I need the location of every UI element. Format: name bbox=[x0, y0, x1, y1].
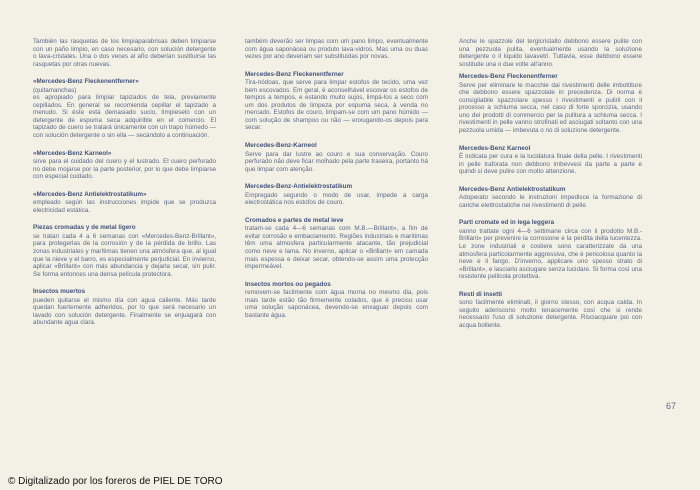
pt-heading-insects: Insectos mortos ou pegados bbox=[245, 280, 331, 288]
es-heading-antielektrostatikum: «Mercedes-Benz Antielektrostatikum» bbox=[33, 190, 147, 198]
it-chrome-paragraph: vanno trattate ogni 4—6 settimane circa con il prodotto M.B.-Brillant» per prevenire la corrosione e la perdita della lucentezza. Le zone industriali e costiere sono caratterizzate da una atmosfera particolarmente aggressiva, che è pericolosa quanto la neve e il fango. D'inverno, applicare uno spesso strato di «Brillant», e lasciarlo asciugare senza lucidare. Si forma così una resistente pellicola protettiva. bbox=[459, 227, 642, 281]
pt-heading-fleckenentferner: Mercedes-Benz Fleckenentferner bbox=[245, 70, 344, 78]
es-heading-fleckenentferner: «Mercedes-Benz Fleckenentferner» bbox=[33, 78, 139, 86]
es-karneol-paragraph: sirve para el cuidado del cuero y el lustrado. El cuero perforado no debe mojarse por la parte posterior, por lo que debe limpiarse con especial cuidado. bbox=[33, 158, 216, 181]
es-chrome-paragraph: se tratan cada 4 a 6 semanas con «Mercedes-Benz-Brillant», para protegerlas de la corrosión y de la pérdida de brillo. Las zonas industriales y marítimas tienen una atmósfera que, al igual que la nieve y el barro, es especialmente perjudicial. En invierno, aplicar «Brillant» con más abundancia y dejarla secar, sin pulir. Se forma entonces una densa película protectora. bbox=[33, 232, 216, 278]
pt-heading-antielektrostatikum: Mercedes-Benz-Antielektrostatikum bbox=[245, 183, 353, 191]
it-heading-chrome: Parti cromate ed in lega leggera bbox=[459, 219, 555, 227]
pt-insects-paragraph: removem-se facilmente com água morna no mesmo dia, pois mais tarde estão tão firmemente colados, que é preciso usar uma solução saponácea, devendo-se enxaguar depois com bastante água. bbox=[245, 289, 428, 319]
pt-antielektrostatikum-paragraph: Empregado segundo o modo de usar, impede a carga electrostática nos estofos de couro. bbox=[245, 191, 428, 207]
pt-intro-paragraph: também deverão ser limpas com um pano limpo, eventualmente com água saponácea ou produto lava-vidros. Mas uma ou duas vezes por ano deveriam ser substituídas por novas. bbox=[245, 38, 428, 61]
es-fleckenentferner-paragraph: es apropiado para limpiar tapizados de tela, previamente cepillados. En general se recomienda cepillar el tapizado a menudo. Si éste está demasiado sucio, límpieselo con un detergente de espuma seca adquirible en el comercio. El tapizado de cuero se tratará únicamente con un trapo húmedo — con solución detergente o sin ella — secándolo a continuación. bbox=[33, 94, 216, 140]
es-heading-insects: Insectos muertos bbox=[33, 288, 86, 296]
pt-chrome-paragraph: tratam-se cada 4—6 semanas com M.B.—Brillant», a fim de evitar corrosão e embaciamento. Regiões industriais e marítimas têm uma atmosfera particularmente atacante, tão prejudicial como neve e lama. No inverno, aplicar o «Brillant» em camada mais espessa e deixar secar, obtendo-se assim uma protecção impermeável. bbox=[245, 225, 428, 271]
column-portuguese bbox=[245, 38, 428, 324]
it-heading-fleckenentferner: Mercedes-Benz Fleckenentferner bbox=[459, 73, 558, 81]
it-heading-insects: Resti di insetti bbox=[459, 290, 503, 298]
pt-heading-chrome: Cromados e partes de metal leve bbox=[245, 216, 344, 224]
page-number: 67 bbox=[666, 401, 677, 411]
es-heading-karneol: «Mercedes-Benz Karneol» bbox=[33, 149, 112, 157]
pt-fleckenentferner-paragraph: Tira-nódoas, que serve para limpar estofos de tecido, uma vez bem escovados. Em geral, é aconselhável escovar os estofos de tempos a tempos, e estando muito sujos, limpá-los a seco com um dos produtos de limpeza por espuma seca, à venda no mercado. Estofos de couro, limpam-se com um pano húmido — com solução de shampoo ou não — enxugando-os depois para secar. bbox=[245, 79, 428, 132]
column-italian bbox=[459, 38, 642, 335]
es-insects-paragraph: pueden quitarse el mismo día con agua caliente. Más tarde quedan fuertemente adheridos, por lo que será necesario un lavado con solución detergente. Finalmente se enjuagará con abundante agua clara. bbox=[33, 296, 216, 327]
it-antielektrostatikum-paragraph: Adoperato secondo le instruzioni impedisce la formazione di cariche elettrostatiche nei rivestimenti di pelle. bbox=[459, 194, 642, 209]
it-insects-paragraph: sono facilmente eliminati, il giorno stesso, con acqua calda. In seguito aderiscono molto tenacemente così che si rende necessario l'uso di soluzione detergente. Risciacquare poi con acqua bollente. bbox=[459, 299, 642, 329]
it-fleckenentferner-paragraph: Serve per eliminare le macchie dai rivestimenti delle imbottiture che debbono essere spazzolate in precedenza. Di norma è consigliabile spazzolare spesso i rivestimenti e pulirli con il processo a schiuma secca, nel caso di forte sporcizia, usando uno dei prodotti di commercio per la pulitura a schiuma secca. I rivestimenti in pelle vanno strofinati ed asciugati soltanto con una pezzuola umida — imbevuta o no di soluzione detergente. bbox=[459, 81, 642, 135]
it-karneol-paragraph: È indicata per cura e la lucidatura finale della pelle. I rivestimenti in pelle traforata non debbono imbevvesi da parte a parte e quindi si deve pulire con molto attenzione. bbox=[459, 153, 642, 176]
pt-heading-karneol: Mercedes-Benz-Karneol bbox=[245, 142, 317, 150]
it-intro-paragraph: Anche le spazzole del tergicristallo debbono essere pulite con una pezzuola pulita, eventualmente usando la soluzione detergente o il liquido lavavetri. Tuttavia, esse debbono essere sostituite una o due volte all'anno. bbox=[459, 38, 642, 68]
pt-karneol-paragraph: Serve para dar lustre ao couro e sua conservação. Couro perfurado não deve ficar molhado pela parte traseira, portanto há que limpar com atenção. bbox=[245, 150, 428, 173]
it-heading-karneol: Mercedes-Benz Karneol bbox=[459, 144, 531, 152]
es-antielektrostatikum-paragraph: empleado según las instrucciones impide que se produzca electricidad estática. bbox=[33, 199, 216, 214]
column-spanish bbox=[33, 38, 216, 332]
digitization-credit: © Digitalizado por los foreros de PIEL DE TORO bbox=[8, 476, 223, 487]
es-heading-chrome: Piezas cromadas y de metal ligero bbox=[33, 224, 136, 232]
it-heading-antielektrostatikum: Mercedes-Benz Antielektrostatikum bbox=[459, 185, 566, 193]
es-subheading-quitamanchas: (quitamanchas) bbox=[33, 86, 77, 94]
es-intro-paragraph: También las rasquetas de los limpiaparabrisas deben limpiarse con un paño limpio, en caso necesario, con solución detergente o lava-cristales. Una o dos veces al año deberían sustituirse las rasquetas por otras nuevas. bbox=[33, 38, 216, 68]
